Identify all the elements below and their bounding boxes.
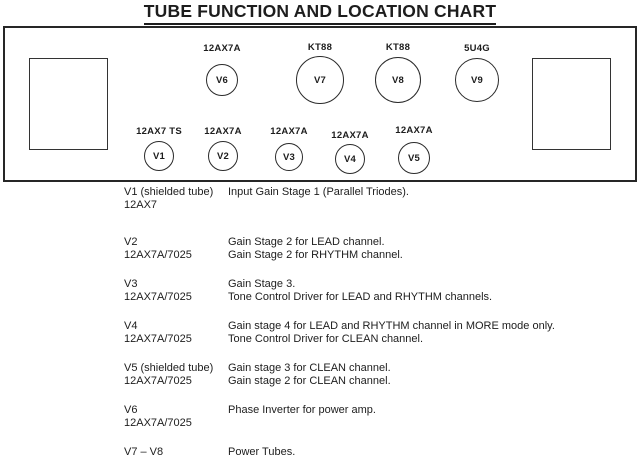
tube-id-label: V2	[216, 150, 230, 162]
page-title: TUBE FUNCTION AND LOCATION CHART	[144, 1, 496, 25]
tube-type: 12AX7	[124, 199, 158, 211]
table-row	[124, 236, 629, 262]
tube-type-label: 12AX7A	[395, 125, 433, 136]
tube-id-label: V1	[152, 150, 166, 162]
tube-id-label: V7	[313, 74, 327, 86]
tube-id-label: V6	[215, 74, 229, 86]
tube-type: 12AX7A/7025	[124, 333, 192, 345]
table-row	[124, 278, 629, 304]
tube-function-line: Gain stage 4 for LEAD and RHYTHM channel in MORE mode only.	[228, 320, 555, 332]
tube-functions-cell	[228, 186, 629, 212]
tube-type: 12AX7A/7025	[124, 249, 192, 261]
tube-type: 12AX7A/7025	[124, 291, 192, 303]
tube-id-label: V3	[282, 151, 296, 163]
transformer-rect-left	[29, 58, 108, 150]
tube-function-line: Power Tubes.	[228, 446, 296, 458]
tube-function-line: Input Gain Stage 1 (Parallel Triodes).	[228, 186, 409, 198]
tube-functions-cell	[228, 446, 629, 459]
tube-type: 12AX7A/7025	[124, 417, 192, 429]
tube-designation-cell	[124, 404, 228, 430]
tube-designation-cell	[124, 186, 228, 212]
tube-designation-cell	[124, 278, 228, 304]
tube-designation-cell	[124, 320, 228, 346]
tube-designation: V2	[124, 236, 138, 248]
title-row	[0, 1, 640, 25]
tube-functions-cell	[228, 320, 629, 346]
tube-designation-cell	[124, 362, 228, 388]
tube-function-line: Gain Stage 2 for LEAD channel.	[228, 236, 385, 248]
table-row	[124, 320, 629, 346]
transformer-rect-right	[532, 58, 611, 150]
tube-id-label: V9	[470, 74, 484, 86]
tube-type-label: 5U4G	[464, 43, 490, 54]
table-row	[124, 362, 629, 388]
tube-type-label: KT88	[307, 42, 333, 53]
tube-id-label: V8	[391, 74, 405, 86]
tube-type: 12AX7A/7025	[124, 375, 192, 387]
tube-designation-cell	[124, 236, 228, 262]
tube-function-line: Gain Stage 2 for RHYTHM channel.	[228, 249, 403, 261]
tube-designation: V7 – V8	[124, 446, 164, 458]
table-row	[124, 404, 629, 430]
table-row	[124, 446, 629, 459]
tube-designation: V1 (shielded tube)	[124, 186, 214, 198]
tube-type-label: 12AX7A	[331, 130, 369, 141]
tube-functions-cell	[228, 278, 629, 304]
tube-functions-cell	[228, 362, 629, 388]
function-table	[124, 186, 629, 475]
tube-function-line: Phase Inverter for power amp.	[228, 404, 376, 416]
tube-designation: V3	[124, 278, 138, 290]
tube-type-label: 12AX7A	[203, 43, 241, 54]
tube-designation: V4	[124, 320, 138, 332]
tube-type-label: 12AX7A	[270, 126, 308, 137]
tube-type-label: 12AX7 TS	[136, 126, 182, 137]
tube-designation-cell	[124, 446, 228, 459]
tube-type-label: 12AX7A	[204, 126, 242, 137]
tube-function-line: Gain stage 2 for CLEAN channel.	[228, 375, 391, 387]
tube-function-line: Tone Control Driver for CLEAN channel.	[228, 333, 424, 345]
tube-id-label: V5	[407, 152, 421, 164]
tube-type-label: KT88	[385, 42, 411, 53]
tube-function-line: Gain stage 3 for CLEAN channel.	[228, 362, 391, 374]
tube-designation: V5 (shielded tube)	[124, 362, 214, 374]
tube-designation: V6	[124, 404, 138, 416]
table-row	[124, 186, 629, 212]
tube-functions-cell	[228, 404, 629, 430]
tube-function-line: Gain Stage 3.	[228, 278, 296, 290]
tube-id-label: V4	[343, 153, 357, 165]
tube-function-line: Tone Control Driver for LEAD and RHYTHM channels.	[228, 291, 493, 303]
tube-functions-cell	[228, 236, 629, 262]
